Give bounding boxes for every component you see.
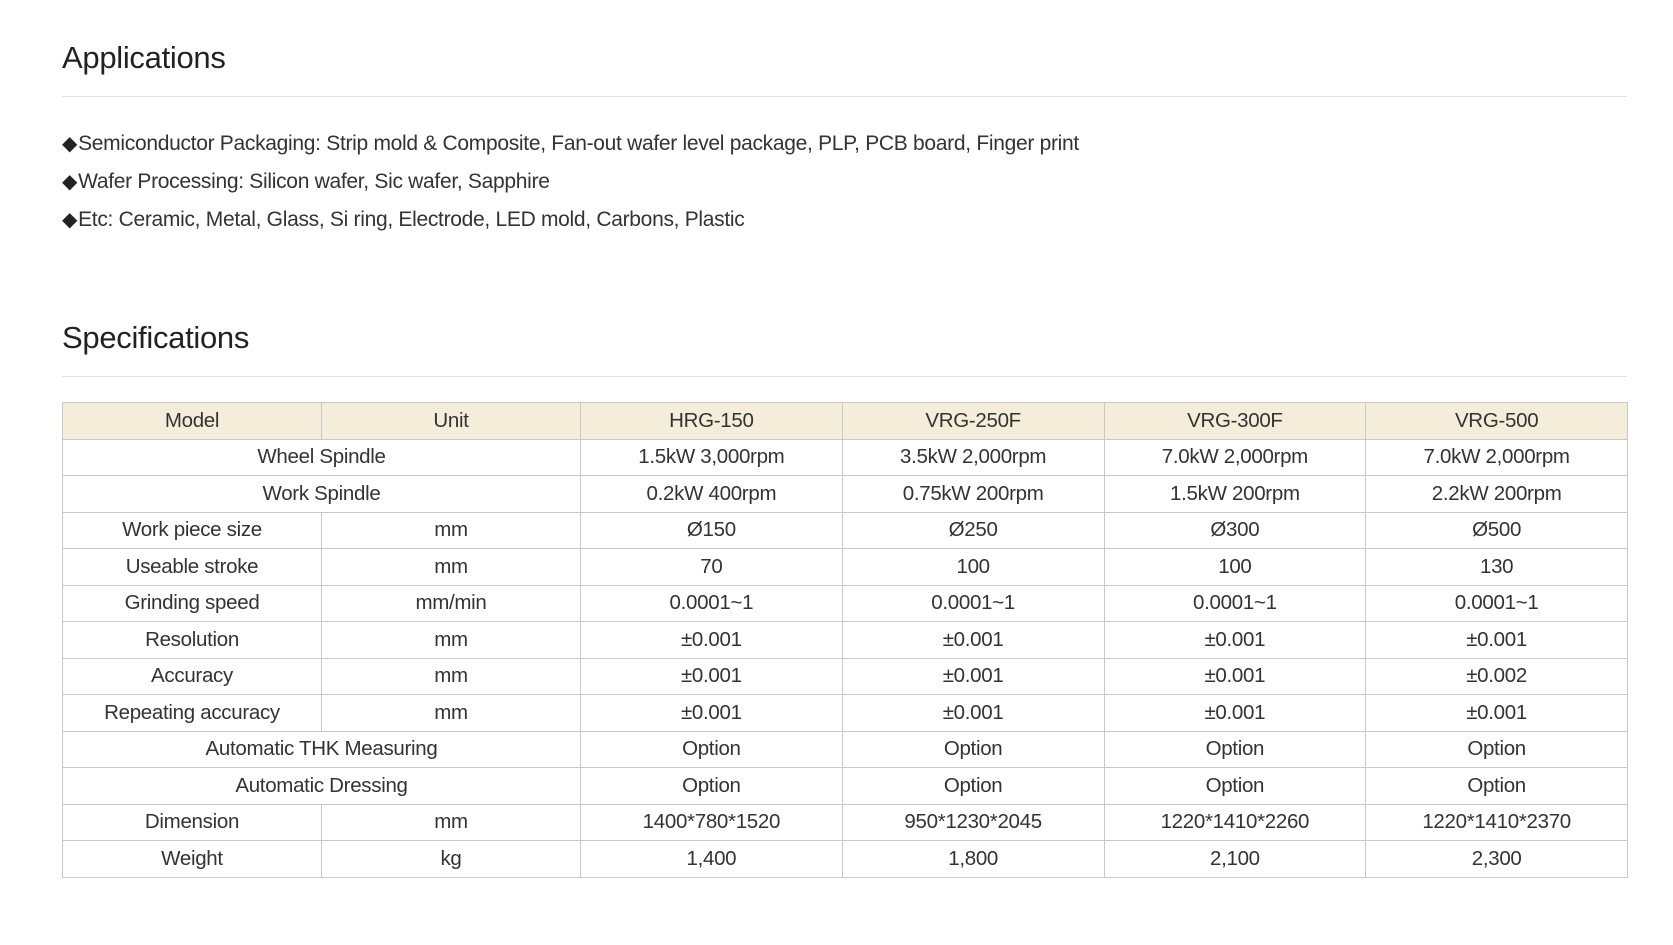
spec-value-cell: ±0.001	[1104, 622, 1366, 659]
spec-value-cell: 0.0001~1	[1366, 585, 1628, 622]
spec-value-cell: 1,400	[581, 841, 843, 878]
application-item-text: Etc: Ceramic, Metal, Glass, Si ring, Electrode, LED mold, Carbons, Plastic	[78, 208, 745, 231]
spec-value-cell: 0.0001~1	[581, 585, 843, 622]
table-row	[63, 476, 1628, 513]
table-row	[63, 658, 1628, 695]
specifications-section	[62, 318, 1627, 870]
table-row	[63, 841, 1628, 878]
spec-label-cell: Work Spindle	[63, 476, 581, 513]
spec-value-cell: ±0.001	[1366, 622, 1628, 659]
header-model-name: VRG-500	[1366, 403, 1628, 440]
spec-value-cell: 0.0001~1	[842, 585, 1104, 622]
applications-title: Applications	[62, 40, 226, 75]
spec-value-cell: ±0.001	[581, 695, 843, 732]
spec-value-cell: ±0.002	[1366, 658, 1628, 695]
application-item-text: Semiconductor Packaging: Strip mold & Composite, Fan-out wafer level package, PLP, PCB board, Finger print	[78, 132, 1079, 155]
applications-section	[62, 38, 1627, 239]
header-unit: Unit	[322, 403, 581, 440]
spec-label-cell: Work piece size	[63, 512, 322, 549]
spec-value-cell: Option	[1104, 768, 1366, 805]
specifications-divider	[62, 376, 1627, 377]
spec-value-cell: Ø250	[842, 512, 1104, 549]
spec-value-cell: 130	[1366, 549, 1628, 586]
spec-value-cell: 2,300	[1366, 841, 1628, 878]
applications-divider	[62, 96, 1627, 97]
spec-value-cell: ±0.001	[1366, 695, 1628, 732]
header-model: Model	[63, 403, 322, 440]
spec-value-cell: 1220*1410*2370	[1366, 804, 1628, 841]
spec-unit-cell: mm	[322, 622, 581, 659]
spec-value-cell: 0.75kW 200rpm	[842, 476, 1104, 513]
table-row	[63, 695, 1628, 732]
spec-value-cell: Option	[581, 731, 843, 768]
spec-value-cell: 1220*1410*2260	[1104, 804, 1366, 841]
specifications-title: Specifications	[62, 320, 250, 355]
spec-label-cell: Weight	[63, 841, 322, 878]
spec-value-cell: 7.0kW 2,000rpm	[1104, 439, 1366, 476]
header-model-name: HRG-150	[581, 403, 843, 440]
spec-value-cell: 70	[581, 549, 843, 586]
spec-label-cell: Resolution	[63, 622, 322, 659]
spec-unit-cell: kg	[322, 841, 581, 878]
spec-value-cell: 100	[1104, 549, 1366, 586]
spec-value-cell: Ø150	[581, 512, 843, 549]
specifications-table	[62, 402, 1628, 878]
table-row	[63, 731, 1628, 768]
spec-value-cell: ±0.001	[1104, 658, 1366, 695]
spec-value-cell: Option	[581, 768, 843, 805]
application-item	[62, 163, 1627, 201]
spec-value-cell: Ø300	[1104, 512, 1366, 549]
diamond-bullet-icon: ◆	[62, 171, 78, 193]
spec-value-cell: Option	[1366, 731, 1628, 768]
spec-value-cell: Option	[1104, 731, 1366, 768]
application-item	[62, 125, 1627, 163]
diamond-bullet-icon: ◆	[62, 133, 78, 155]
spec-label-cell: Dimension	[63, 804, 322, 841]
spec-value-cell: 950*1230*2045	[842, 804, 1104, 841]
spec-value-cell: 0.0001~1	[1104, 585, 1366, 622]
table-row	[63, 549, 1628, 586]
specifications-table-body	[63, 439, 1628, 877]
spec-unit-cell: mm	[322, 549, 581, 586]
spec-value-cell: 1.5kW 3,000rpm	[581, 439, 843, 476]
spec-label-cell: Automatic THK Measuring	[63, 731, 581, 768]
spec-unit-cell: mm	[322, 512, 581, 549]
spec-value-cell: 7.0kW 2,000rpm	[1366, 439, 1628, 476]
spec-value-cell: ±0.001	[842, 658, 1104, 695]
spec-value-cell: ±0.001	[581, 658, 843, 695]
spec-value-cell: 1.5kW 200rpm	[1104, 476, 1366, 513]
spec-unit-cell: mm	[322, 658, 581, 695]
spec-label-cell: Grinding speed	[63, 585, 322, 622]
spec-value-cell: ±0.001	[842, 695, 1104, 732]
application-item-text: Wafer Processing: Silicon wafer, Sic wafer, Sapphire	[78, 170, 550, 193]
applications-list	[62, 125, 1627, 239]
diamond-bullet-icon: ◆	[62, 209, 78, 231]
spec-value-cell: ±0.001	[581, 622, 843, 659]
spec-value-cell: Option	[1366, 768, 1628, 805]
spec-value-cell: 1400*780*1520	[581, 804, 843, 841]
spec-value-cell: ±0.001	[1104, 695, 1366, 732]
spec-value-cell: Option	[842, 768, 1104, 805]
spec-unit-cell: mm	[322, 804, 581, 841]
table-row	[63, 512, 1628, 549]
spec-value-cell: 2,100	[1104, 841, 1366, 878]
header-model-name: VRG-250F	[842, 403, 1104, 440]
table-header-row	[63, 403, 1628, 440]
spec-unit-cell: mm/min	[322, 585, 581, 622]
spec-label-cell: Accuracy	[63, 658, 322, 695]
table-row	[63, 439, 1628, 476]
spec-value-cell: ±0.001	[842, 622, 1104, 659]
spec-value-cell: 3.5kW 2,000rpm	[842, 439, 1104, 476]
header-model-name: VRG-300F	[1104, 403, 1366, 440]
spec-label-cell: Repeating accuracy	[63, 695, 322, 732]
table-row	[63, 804, 1628, 841]
table-row	[63, 622, 1628, 659]
application-item	[62, 201, 1627, 239]
spec-unit-cell: mm	[322, 695, 581, 732]
table-row	[63, 768, 1628, 805]
spec-label-cell: Wheel Spindle	[63, 439, 581, 476]
spec-value-cell: 0.2kW 400rpm	[581, 476, 843, 513]
spec-value-cell: 1,800	[842, 841, 1104, 878]
table-row	[63, 585, 1628, 622]
spec-value-cell: Ø500	[1366, 512, 1628, 549]
spec-value-cell: Option	[842, 731, 1104, 768]
spec-value-cell: 2.2kW 200rpm	[1366, 476, 1628, 513]
spec-value-cell: 100	[842, 549, 1104, 586]
spec-label-cell: Automatic Dressing	[63, 768, 581, 805]
spec-label-cell: Useable stroke	[63, 549, 322, 586]
